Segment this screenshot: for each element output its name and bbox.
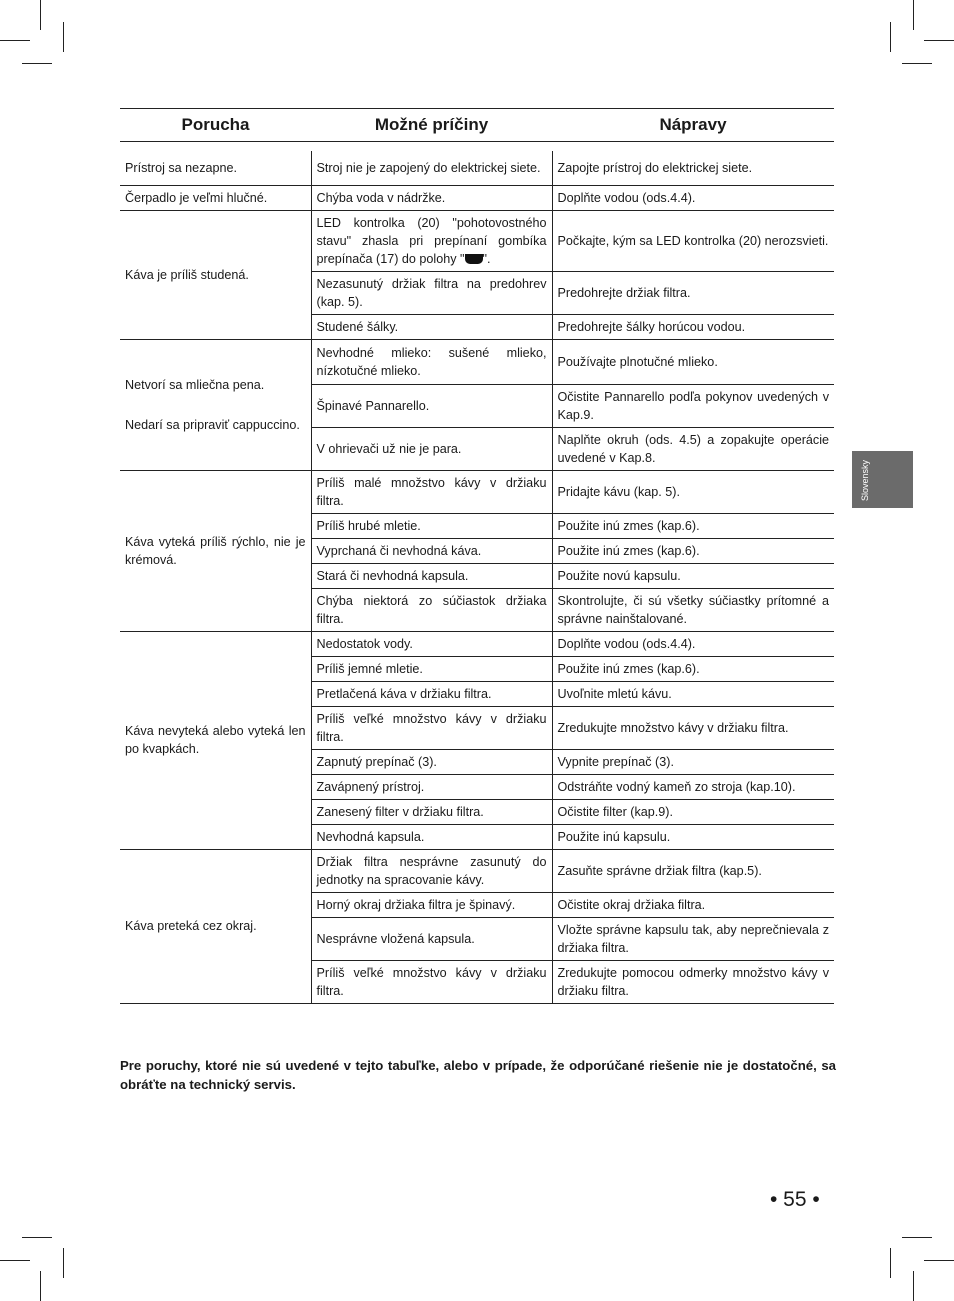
- cause-text: Príliš malé množstvo kávy v držiaku filtra.: [316, 475, 547, 508]
- cause-cell: [311, 749, 552, 774]
- remedy-cell: [552, 470, 834, 513]
- coffee-cup-icon: [465, 254, 483, 264]
- crop-mark: [63, 1248, 64, 1278]
- cause-text: Príliš hrubé mletie.: [316, 518, 421, 533]
- remedy-text: Odstráňte vodný kameň zo stroja (kap.10).: [557, 779, 796, 794]
- cause-text: Studené šálky.: [316, 319, 399, 334]
- cause-text: Stroj nie je zapojený do elektrickej siete.: [316, 160, 541, 175]
- symptom-cell: [120, 185, 311, 210]
- cause-text: Zapnutý prepínač (3).: [316, 754, 437, 769]
- remedy-cell: [552, 749, 834, 774]
- remedy-text: Uvoľnite mletú kávu.: [557, 686, 672, 701]
- table-row: [120, 849, 834, 892]
- remedy-cell: [552, 427, 834, 470]
- cause-text: Zanesený filter v držiaku filtra.: [316, 804, 484, 819]
- remedy-text: Použite inú kapsulu.: [557, 829, 671, 844]
- remedy-text: Očistite filter (kap.9).: [557, 804, 673, 819]
- remedy-cell: [552, 185, 834, 210]
- remedy-text: Používajte plnotučné mlieko.: [557, 354, 718, 369]
- remedy-text: Očistite Pannarello podľa pokynov uvedených v Kap.9.: [557, 389, 829, 422]
- cause-text: Chýba voda v nádržke.: [316, 190, 446, 205]
- remedy-cell: [552, 339, 834, 384]
- cause-cell: [311, 384, 552, 427]
- symptom-cell: [120, 151, 311, 185]
- remedy-text: Predohrejte držiak filtra.: [557, 285, 691, 300]
- page-number: • 55 •: [770, 1188, 820, 1211]
- header-causes: Možné príčiny: [311, 109, 552, 142]
- table-row: [120, 631, 834, 656]
- symptom-text: Netvorí sa mliečna pena.: [125, 377, 265, 392]
- remedy-cell: [552, 824, 834, 849]
- remedy-cell: [552, 917, 834, 960]
- symptom-cell: [120, 631, 311, 849]
- crop-mark: [890, 22, 891, 52]
- symptom-text: Káva nevyteká alebo vyteká len po kvapkách.: [125, 724, 306, 756]
- cause-text: Nevhodná kapsula.: [316, 829, 425, 844]
- remedy-cell: [552, 631, 834, 656]
- cause-cell: [311, 314, 552, 339]
- cause-text: Pretlačená káva v držiaku filtra.: [316, 686, 492, 701]
- cause-text: Horný okraj držiaka filtra je špinavý.: [316, 897, 516, 912]
- symptom-text: Káva preteká cez okraj.: [125, 919, 257, 933]
- cause-cell: [311, 538, 552, 563]
- remedy-text: Zasuňte správne držiak filtra (kap.5).: [557, 863, 762, 878]
- symptom-gap: [125, 394, 306, 416]
- remedy-text: Zapojte prístroj do elektrickej siete.: [557, 160, 753, 175]
- remedy-cell: [552, 656, 834, 681]
- symptom-cell: [120, 849, 311, 1003]
- cause-cell: [311, 656, 552, 681]
- crop-mark: [40, 1271, 41, 1301]
- cause-cell: [311, 631, 552, 656]
- remedy-text: Očistite okraj držiaka filtra.: [557, 897, 706, 912]
- symptom-cell: [120, 339, 311, 470]
- symptom-text: Čerpadlo je veľmi hlučné.: [125, 190, 268, 205]
- cause-cell: [311, 917, 552, 960]
- remedy-text: Zredukujte množstvo kávy v držiaku filtra.: [557, 720, 789, 735]
- symptom-cell: [120, 210, 311, 339]
- cause-text: Nezasunutý držiak filtra na predohrev (kap. 5).: [316, 276, 547, 309]
- cause-text: Chýba niektorá zo súčiastok držiaka filtra.: [316, 593, 547, 626]
- remedy-cell: [552, 151, 834, 185]
- cause-text: V ohrievači už nie je para.: [316, 441, 462, 456]
- crop-mark: [890, 1248, 891, 1278]
- crop-mark: [22, 1237, 52, 1238]
- table-row: [120, 470, 834, 513]
- symptom-text: Káva vyteká príliš rýchlo, nie je krémová.: [125, 534, 306, 567]
- remedy-cell: [552, 960, 834, 1003]
- remedy-cell: [552, 538, 834, 563]
- cause-text: Nesprávne vložená kapsula.: [316, 931, 475, 946]
- cause-cell: [311, 210, 552, 271]
- cause-cell: [311, 563, 552, 588]
- table-row: [120, 210, 834, 271]
- cause-text: Zavápnený prístroj.: [316, 779, 425, 794]
- remedy-text: Skontrolujte, či sú všetky súčiastky prítomné a správne nainštalované.: [557, 593, 829, 626]
- language-tab: [852, 451, 913, 508]
- remedy-cell: [552, 588, 834, 631]
- remedy-cell: [552, 892, 834, 917]
- cause-cell: [311, 470, 552, 513]
- remedy-cell: [552, 384, 834, 427]
- cause-text: Vyprchaná či nevhodná káva.: [316, 543, 482, 558]
- remedy-text: Predohrejte šálky horúcou vodou.: [557, 319, 746, 334]
- crop-mark: [913, 1271, 914, 1301]
- service-footnote: Pre poruchy, ktoré nie sú uvedené v tejto tabuľke, alebo v prípade, že odporúčané riešenie nie je dostatočné, sa obráťte na technický servis.: [120, 1058, 836, 1092]
- remedy-cell: [552, 774, 834, 799]
- remedy-text: Použite novú kapsulu.: [557, 568, 681, 583]
- crop-mark: [924, 1260, 954, 1261]
- remedy-text: Vložte správne kapsulu tak, aby neprečnievala z držiaka filtra.: [557, 922, 829, 955]
- remedy-cell: [552, 563, 834, 588]
- remedy-cell: [552, 681, 834, 706]
- cause-text: Špinavé Pannarello.: [316, 398, 430, 413]
- symptom-text: Káva je príliš studená.: [125, 267, 249, 282]
- cause-text: Nedostatok vody.: [316, 636, 413, 651]
- cause-cell: [311, 513, 552, 538]
- remedy-text: Počkajte, kým sa LED kontrolka (20) nerozsvieti.: [557, 233, 829, 248]
- cause-cell: [311, 774, 552, 799]
- remedy-cell: [552, 513, 834, 538]
- cause-cell: [311, 892, 552, 917]
- cause-text: LED kontrolka (20) "pohotovostného stavu" zhasla pri prepínaní gombíka prepínača (17) do polohy ": [316, 215, 547, 266]
- symptom-text: Prístroj sa nezapne.: [125, 160, 238, 175]
- header-remedies: Nápravy: [552, 109, 834, 142]
- cause-cell: [311, 339, 552, 384]
- cause-text: Príliš veľké množstvo kávy v držiaku filtra.: [316, 711, 547, 744]
- symptom-cell: [120, 470, 311, 631]
- remedy-text: Použite inú zmes (kap.6).: [557, 661, 700, 676]
- remedy-text: Vypnite prepínač (3).: [557, 754, 674, 769]
- table-row: [120, 339, 834, 384]
- remedy-text: Naplňte okruh (ods. 4.5) a zopakujte operácie uvedené v Kap.8.: [557, 432, 829, 465]
- crop-mark: [924, 40, 954, 41]
- cause-cell: [311, 706, 552, 749]
- remedy-text: Použite inú zmes (kap.6).: [557, 518, 700, 533]
- table-row: [120, 151, 834, 185]
- cause-text: Príliš veľké množstvo kávy v držiaku filtra.: [316, 965, 547, 998]
- cause-cell: [311, 849, 552, 892]
- remedy-text: Doplňte vodou (ods.4.4).: [557, 636, 696, 651]
- cause-text: Držiak filtra nesprávne zasunutý do jednotky na spracovanie kávy.: [316, 854, 547, 887]
- cause-cell: [311, 681, 552, 706]
- cause-cell: [311, 427, 552, 470]
- crop-mark: [22, 63, 52, 64]
- cause-cell: [311, 824, 552, 849]
- remedy-cell: [552, 314, 834, 339]
- header-spacer: [120, 142, 834, 152]
- cause-cell: [311, 185, 552, 210]
- cause-text-end: ".: [482, 251, 491, 266]
- cause-cell: [311, 151, 552, 185]
- cause-cell: [311, 799, 552, 824]
- crop-mark: [40, 0, 41, 30]
- remedy-text: Zredukujte pomocou odmerky množstvo kávy v držiaku filtra.: [557, 965, 829, 998]
- remedy-text: Použite inú zmes (kap.6).: [557, 543, 700, 558]
- language-tab-label: Slovensky: [860, 459, 870, 501]
- cause-text: Stará či nevhodná kapsula.: [316, 568, 469, 583]
- table-row: [120, 185, 834, 210]
- crop-mark: [0, 1260, 30, 1261]
- remedy-text: Doplňte vodou (ods.4.4).: [557, 190, 696, 205]
- header-symptom: Porucha: [120, 109, 311, 142]
- remedy-cell: [552, 849, 834, 892]
- crop-mark: [902, 1237, 932, 1238]
- cause-cell: [311, 960, 552, 1003]
- remedy-cell: [552, 271, 834, 314]
- remedy-cell: [552, 706, 834, 749]
- crop-mark: [63, 22, 64, 52]
- cause-cell: [311, 588, 552, 631]
- remedy-cell: [552, 210, 834, 271]
- crop-mark: [0, 40, 30, 41]
- cause-text: Nevhodné mlieko: sušené mlieko, nízkotučné mlieko.: [316, 345, 547, 378]
- symptom-text: Nedarí sa pripraviť cappuccino.: [125, 417, 300, 432]
- cause-cell: [311, 271, 552, 314]
- troubleshooting-table: [120, 108, 834, 1004]
- remedy-cell: [552, 799, 834, 824]
- remedy-text: Pridajte kávu (kap. 5).: [557, 484, 680, 499]
- cause-text: Príliš jemné mletie.: [316, 661, 423, 676]
- crop-mark: [913, 0, 914, 30]
- crop-mark: [902, 63, 932, 64]
